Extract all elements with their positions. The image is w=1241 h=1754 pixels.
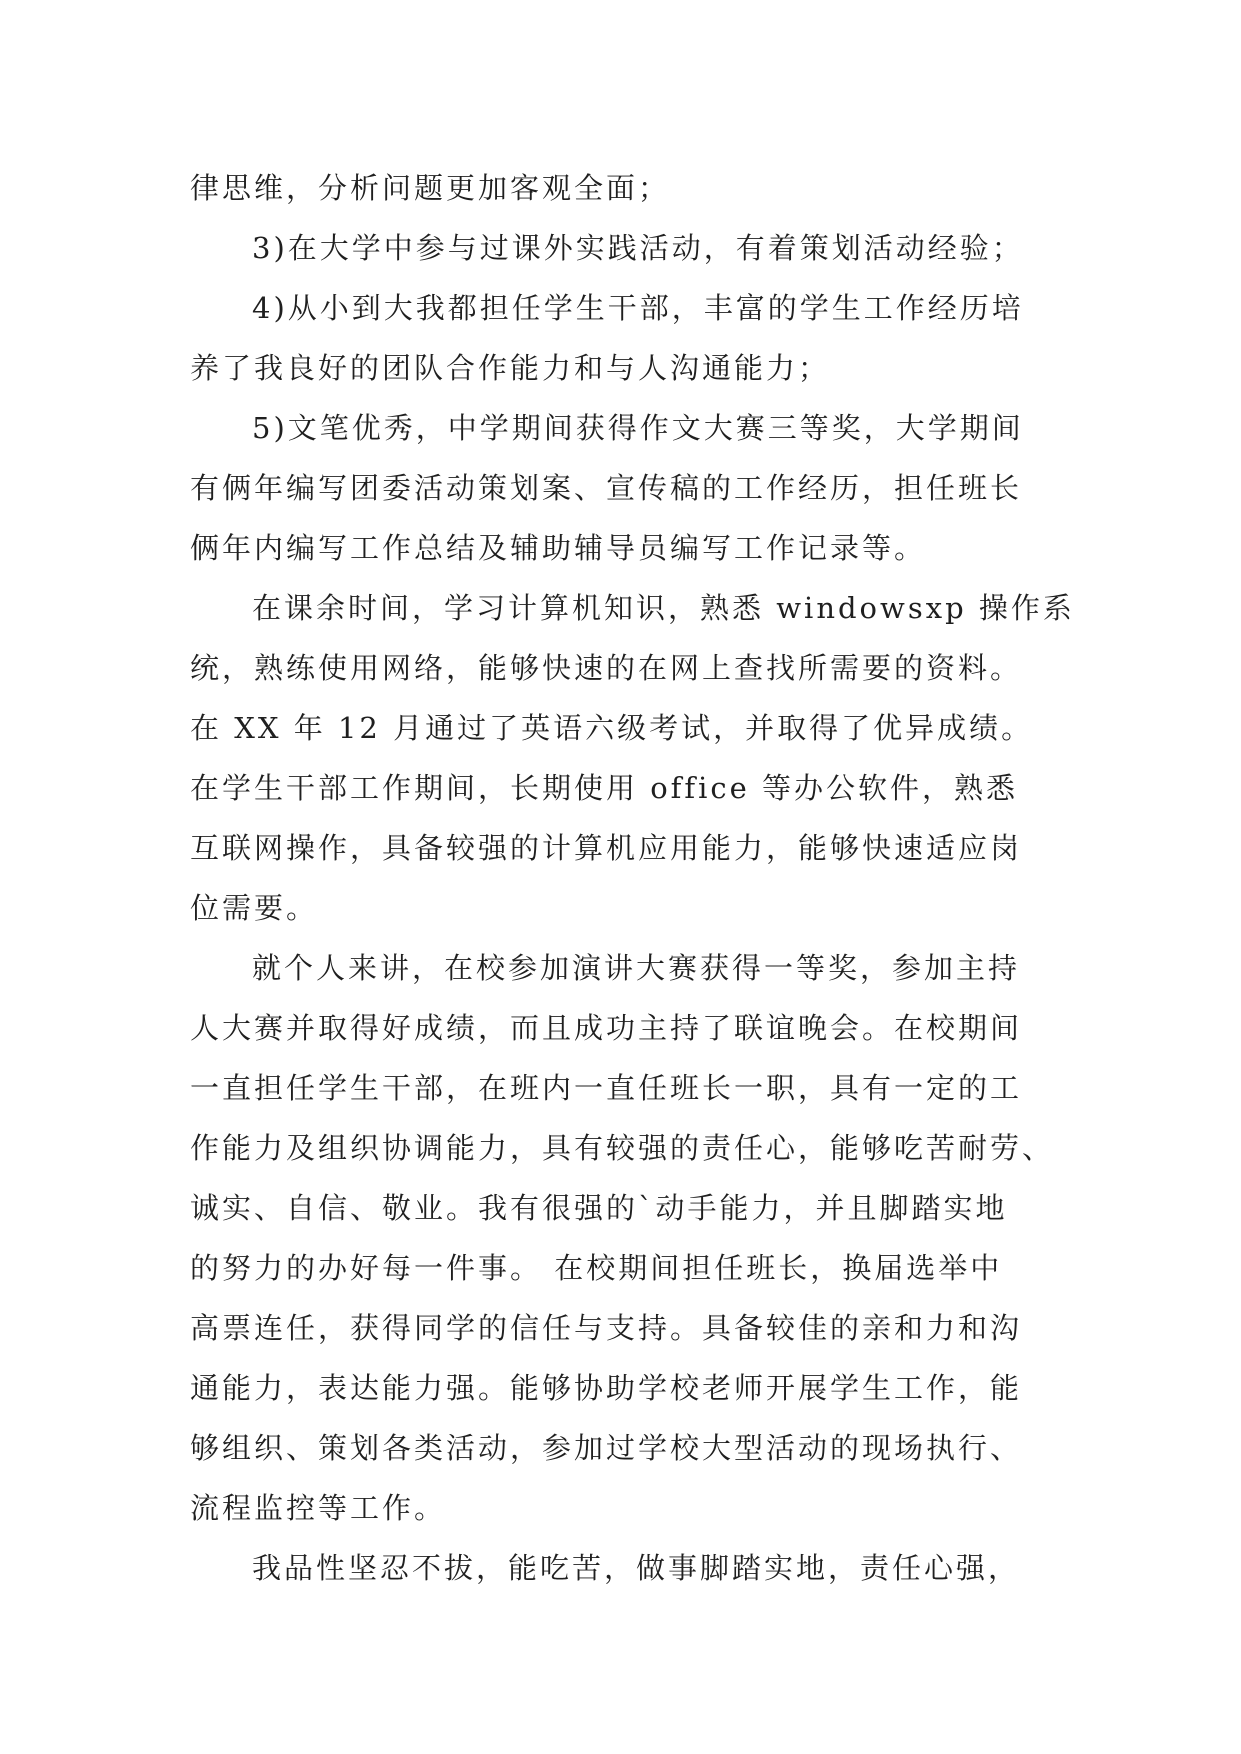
text-line: 一直担任学生干部，在班内一直任班长一职，具有一定的工 xyxy=(190,1071,1023,1105)
text-line: 4)从小到大我都担任学生干部，丰富的学生工作经历培 xyxy=(252,291,1024,325)
text-line: 位需要。 xyxy=(190,891,319,925)
text-line: 俩年内编写工作总结及辅助辅导员编写工作记录等。 xyxy=(190,531,927,565)
text-line: 作能力及组织协调能力，具有较强的责任心，能够吃苦耐劳、 xyxy=(190,1131,1055,1165)
text-line: 在 XX 年 12 月通过了英语六级考试，并取得了优异成绩。 xyxy=(190,711,1034,745)
text-line: 通能力，表达能力强。能够协助学校老师开展学生工作，能 xyxy=(190,1371,1023,1405)
text-line: 3)在大学中参与过课外实践活动，有着策划活动经验； xyxy=(252,231,1024,265)
text-line: 人大赛并取得好成绩，而且成功主持了联谊晚会。在校期间 xyxy=(190,1011,1023,1045)
text-line: 互联网操作，具备较强的计算机应用能力，能够快速适应岗 xyxy=(190,831,1023,865)
text-line: 在课余时间，学习计算机知识，熟悉 windowsxp 操作系 xyxy=(252,591,1075,625)
text-line: 统，熟练使用网络，能够快速的在网上查找所需要的资料。 xyxy=(190,651,1023,685)
document-body xyxy=(190,158,1075,1598)
text-line: 养了我良好的团队合作能力和与人沟通能力； xyxy=(190,351,831,385)
text-line: 我品性坚忍不拔，能吃苦，做事脚踏实地，责任心强， xyxy=(252,1551,1021,1585)
text-line: 律思维，分析问题更加客观全面； xyxy=(190,171,671,205)
text-line: 的努力的办好每一件事。 在校期间担任班长，换届选举中 xyxy=(190,1251,1003,1285)
text-line: 5)文笔优秀，中学期间获得作文大赛三等奖，大学期间 xyxy=(252,411,1024,445)
text-line: 高票连任，获得同学的信任与支持。具备较佳的亲和力和沟 xyxy=(190,1311,1023,1345)
text-line: 有俩年编写团委活动策划案、宣传稿的工作经历，担任班长 xyxy=(190,471,1023,505)
text-line: 在学生干部工作期间，长期使用 office 等办公软件，熟悉 xyxy=(190,771,1019,805)
text-line: 够组织、策划各类活动，参加过学校大型活动的现场执行、 xyxy=(190,1431,1023,1465)
text-line: 就个人来讲，在校参加演讲大赛获得一等奖，参加主持 xyxy=(252,951,1021,985)
text-line: 诚实、自信、敬业。我有很强的`动手能力，并且脚踏实地 xyxy=(190,1191,1008,1225)
text-line: 流程监控等工作。 xyxy=(190,1491,447,1525)
